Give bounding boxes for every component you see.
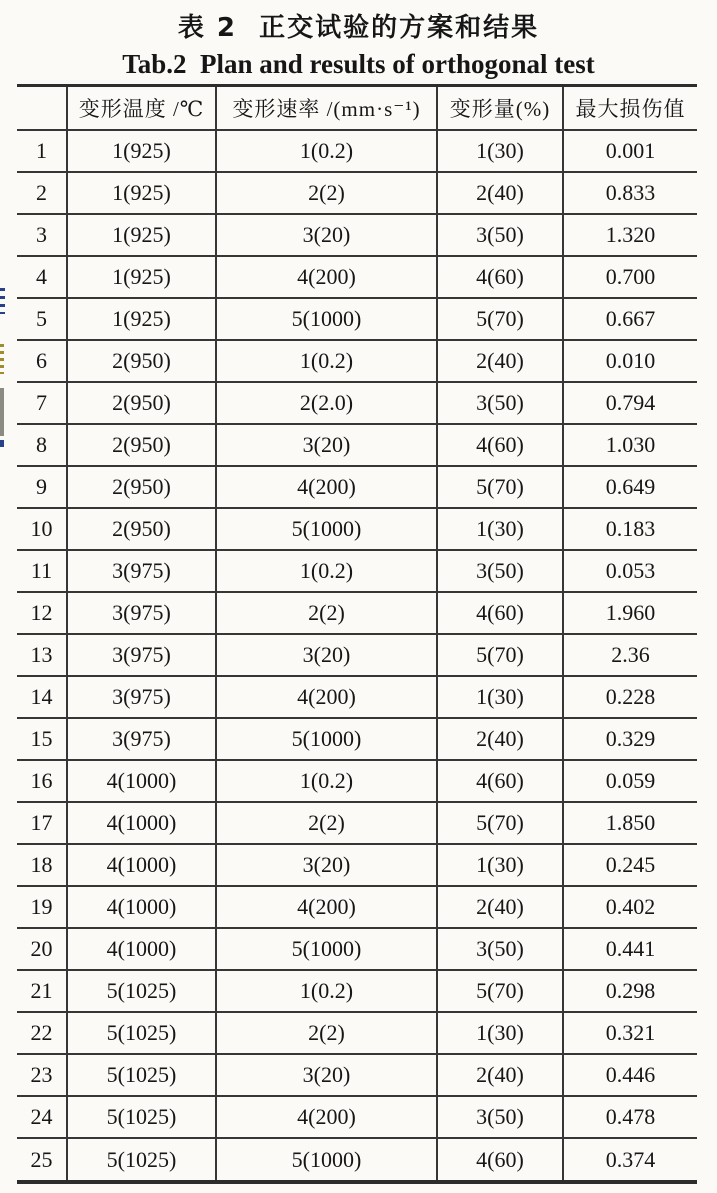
rate-cell: 3(20) xyxy=(216,214,437,256)
amount-cell: 4(60) xyxy=(437,592,563,634)
run-number-cell: 16 xyxy=(17,760,67,802)
rate-cell: 1(0.2) xyxy=(216,760,437,802)
amount-cell: 3(50) xyxy=(437,550,563,592)
amount-cell: 5(70) xyxy=(437,298,563,340)
run-number-cell: 4 xyxy=(17,256,67,298)
damage-value-cell: 0.059 xyxy=(563,760,697,802)
table-row xyxy=(17,634,697,676)
run-number-cell: 7 xyxy=(17,382,67,424)
run-number-cell: 14 xyxy=(17,676,67,718)
damage-value-cell: 1.850 xyxy=(563,802,697,844)
temperature-cell: 3(975) xyxy=(67,718,216,760)
amount-cell: 3(50) xyxy=(437,214,563,256)
damage-value-cell: 0.329 xyxy=(563,718,697,760)
temperature-cell: 4(1000) xyxy=(67,802,216,844)
table-row xyxy=(17,466,697,508)
amount-cell: 5(70) xyxy=(437,802,563,844)
table-row xyxy=(17,592,697,634)
temperature-cell: 2(950) xyxy=(67,466,216,508)
damage-value-cell: 0.402 xyxy=(563,886,697,928)
amount-cell: 1(30) xyxy=(437,130,563,172)
rate-cell: 3(20) xyxy=(216,844,437,886)
damage-value-cell: 0.298 xyxy=(563,970,697,1012)
amount-cell: 5(70) xyxy=(437,634,563,676)
header-cell-run-number xyxy=(17,86,67,130)
table-row xyxy=(17,550,697,592)
rate-cell: 2(2) xyxy=(216,802,437,844)
temperature-cell: 2(950) xyxy=(67,508,216,550)
damage-value-cell: 0.374 xyxy=(563,1138,697,1182)
amount-cell: 4(60) xyxy=(437,256,563,298)
scan-artifact-blue-dot xyxy=(0,440,4,447)
amount-cell: 1(30) xyxy=(437,508,563,550)
table-row xyxy=(17,382,697,424)
amount-cell: 3(50) xyxy=(437,382,563,424)
temperature-cell: 4(1000) xyxy=(67,928,216,970)
table-row xyxy=(17,676,697,718)
table-row xyxy=(17,718,697,760)
table-row xyxy=(17,844,697,886)
damage-value-cell: 2.36 xyxy=(563,634,697,676)
run-number-cell: 21 xyxy=(17,970,67,1012)
run-number-cell: 20 xyxy=(17,928,67,970)
amount-cell: 5(70) xyxy=(437,970,563,1012)
temperature-cell: 2(950) xyxy=(67,340,216,382)
title-block xyxy=(0,0,717,80)
rate-cell: 2(2) xyxy=(216,1012,437,1054)
run-number-cell: 11 xyxy=(17,550,67,592)
amount-cell: 2(40) xyxy=(437,340,563,382)
damage-value-cell: 0.833 xyxy=(563,172,697,214)
header-row xyxy=(17,86,697,130)
damage-value-cell: 0.010 xyxy=(563,340,697,382)
temperature-cell: 5(1025) xyxy=(67,1096,216,1138)
temperature-cell: 1(925) xyxy=(67,130,216,172)
run-number-cell: 17 xyxy=(17,802,67,844)
amount-cell: 1(30) xyxy=(437,844,563,886)
temperature-cell: 4(1000) xyxy=(67,886,216,928)
rate-cell: 1(0.2) xyxy=(216,340,437,382)
rate-cell: 4(200) xyxy=(216,256,437,298)
run-number-cell: 8 xyxy=(17,424,67,466)
temperature-cell: 5(1025) xyxy=(67,1138,216,1182)
rate-cell: 5(1000) xyxy=(216,928,437,970)
header-cell-deformation-temperature: 变形温度 /℃ xyxy=(67,86,216,130)
table-row xyxy=(17,172,697,214)
rate-cell: 3(20) xyxy=(216,1054,437,1096)
amount-cell: 3(50) xyxy=(437,928,563,970)
damage-value-cell: 0.794 xyxy=(563,382,697,424)
damage-value-cell: 0.245 xyxy=(563,844,697,886)
run-number-cell: 19 xyxy=(17,886,67,928)
damage-value-cell: 1.960 xyxy=(563,592,697,634)
run-number-cell: 25 xyxy=(17,1138,67,1182)
amount-cell: 2(40) xyxy=(437,718,563,760)
amount-cell: 1(30) xyxy=(437,676,563,718)
damage-value-cell: 1.030 xyxy=(563,424,697,466)
rate-cell: 5(1000) xyxy=(216,718,437,760)
orthogonal-test-table-container xyxy=(17,84,697,1184)
damage-value-cell: 0.183 xyxy=(563,508,697,550)
rate-cell: 5(1000) xyxy=(216,508,437,550)
amount-cell: 5(70) xyxy=(437,466,563,508)
amount-cell: 2(40) xyxy=(437,886,563,928)
damage-value-cell: 0.649 xyxy=(563,466,697,508)
temperature-cell: 1(925) xyxy=(67,214,216,256)
rate-cell: 1(0.2) xyxy=(216,130,437,172)
header-cell-deformation-amount: 变形量(%) xyxy=(437,86,563,130)
rate-cell: 4(200) xyxy=(216,466,437,508)
rate-cell: 5(1000) xyxy=(216,298,437,340)
table-row xyxy=(17,298,697,340)
table-row xyxy=(17,1012,697,1054)
temperature-cell: 3(975) xyxy=(67,592,216,634)
table-row xyxy=(17,802,697,844)
temperature-cell: 5(1025) xyxy=(67,1054,216,1096)
rate-cell: 1(0.2) xyxy=(216,970,437,1012)
run-number-cell: 23 xyxy=(17,1054,67,1096)
damage-value-cell: 0.001 xyxy=(563,130,697,172)
damage-value-cell: 0.053 xyxy=(563,550,697,592)
amount-cell: 2(40) xyxy=(437,1054,563,1096)
rate-cell: 4(200) xyxy=(216,886,437,928)
run-number-cell: 10 xyxy=(17,508,67,550)
table-row xyxy=(17,760,697,802)
table-row xyxy=(17,256,697,298)
scan-artifact-gray xyxy=(0,388,4,436)
amount-cell: 4(60) xyxy=(437,424,563,466)
run-number-cell: 3 xyxy=(17,214,67,256)
table-row xyxy=(17,130,697,172)
run-number-cell: 18 xyxy=(17,844,67,886)
amount-cell: 4(60) xyxy=(437,760,563,802)
scan-artifact-olive xyxy=(0,344,4,374)
temperature-cell: 1(925) xyxy=(67,172,216,214)
damage-value-cell: 0.321 xyxy=(563,1012,697,1054)
rate-cell: 2(2.0) xyxy=(216,382,437,424)
temperature-cell: 5(1025) xyxy=(67,1012,216,1054)
temperature-cell: 4(1000) xyxy=(67,760,216,802)
run-number-cell: 15 xyxy=(17,718,67,760)
table-row xyxy=(17,214,697,256)
table-row xyxy=(17,970,697,1012)
run-number-cell: 5 xyxy=(17,298,67,340)
table-row xyxy=(17,886,697,928)
damage-value-cell: 0.667 xyxy=(563,298,697,340)
run-number-cell: 24 xyxy=(17,1096,67,1138)
rate-cell: 2(2) xyxy=(216,592,437,634)
rate-cell: 5(1000) xyxy=(216,1138,437,1182)
table-title-english: Tab.2 Plan and results of orthogonal test xyxy=(122,49,595,79)
table-body xyxy=(17,130,697,1183)
damage-value-cell: 0.700 xyxy=(563,256,697,298)
run-number-cell: 9 xyxy=(17,466,67,508)
run-number-cell: 6 xyxy=(17,340,67,382)
run-number-cell: 1 xyxy=(17,130,67,172)
temperature-cell: 3(975) xyxy=(67,676,216,718)
orthogonal-test-table xyxy=(17,84,697,1184)
table-row xyxy=(17,508,697,550)
table-row xyxy=(17,424,697,466)
temperature-cell: 1(925) xyxy=(67,298,216,340)
header-cell-max-damage-value: 最大损伤值 xyxy=(563,86,697,130)
rate-cell: 3(20) xyxy=(216,634,437,676)
run-number-cell: 22 xyxy=(17,1012,67,1054)
scan-artifact-blue xyxy=(0,288,5,314)
run-number-cell: 12 xyxy=(17,592,67,634)
rate-cell: 2(2) xyxy=(216,172,437,214)
temperature-cell: 5(1025) xyxy=(67,970,216,1012)
temperature-cell: 1(925) xyxy=(67,256,216,298)
amount-cell: 3(50) xyxy=(437,1096,563,1138)
rate-cell: 4(200) xyxy=(216,676,437,718)
table-row xyxy=(17,1096,697,1138)
temperature-cell: 4(1000) xyxy=(67,844,216,886)
damage-value-cell: 0.228 xyxy=(563,676,697,718)
damage-value-cell: 1.320 xyxy=(563,214,697,256)
table-row xyxy=(17,1054,697,1096)
temperature-cell: 2(950) xyxy=(67,424,216,466)
table-row xyxy=(17,340,697,382)
rate-cell: 3(20) xyxy=(216,424,437,466)
temperature-cell: 3(975) xyxy=(67,634,216,676)
temperature-cell: 3(975) xyxy=(67,550,216,592)
amount-cell: 1(30) xyxy=(437,1012,563,1054)
run-number-cell: 2 xyxy=(17,172,67,214)
rate-cell: 4(200) xyxy=(216,1096,437,1138)
damage-value-cell: 0.478 xyxy=(563,1096,697,1138)
run-number-cell: 13 xyxy=(17,634,67,676)
amount-cell: 4(60) xyxy=(437,1138,563,1182)
table-row xyxy=(17,928,697,970)
damage-value-cell: 0.441 xyxy=(563,928,697,970)
damage-value-cell: 0.446 xyxy=(563,1054,697,1096)
table-title-chinese: 表 2 正交试验的方案和结果 xyxy=(177,13,540,43)
rate-cell: 1(0.2) xyxy=(216,550,437,592)
temperature-cell: 2(950) xyxy=(67,382,216,424)
table-row xyxy=(17,1138,697,1182)
amount-cell: 2(40) xyxy=(437,172,563,214)
header-cell-deformation-rate: 变形速率 /(mm·s⁻¹) xyxy=(216,86,437,130)
